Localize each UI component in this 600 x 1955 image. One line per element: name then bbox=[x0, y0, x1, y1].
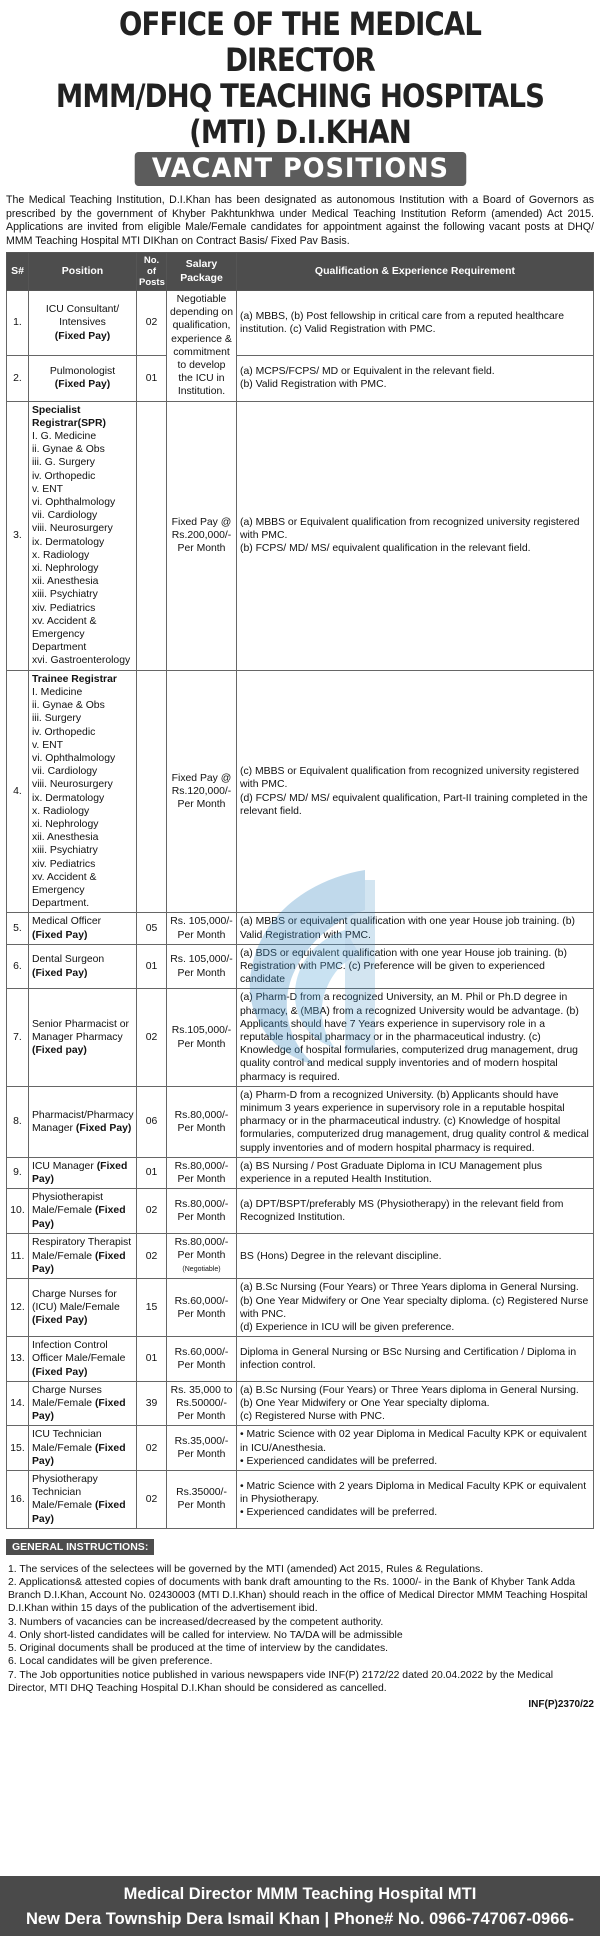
table-row bbox=[7, 401, 594, 670]
row-salary bbox=[167, 1381, 237, 1426]
position-specialty: x. Radiology bbox=[32, 805, 90, 817]
salary-text: Rs.80,000/- Per Month bbox=[174, 1109, 229, 1134]
table-row bbox=[7, 1381, 594, 1426]
row-sn: 14. bbox=[7, 1381, 29, 1426]
table-row bbox=[7, 355, 594, 401]
vacant-positions-banner: VACANT POSITIONS bbox=[134, 152, 465, 186]
position-specialty: xi. Nephrology bbox=[32, 563, 99, 575]
row-posts bbox=[137, 401, 167, 670]
row-position bbox=[29, 1381, 137, 1426]
instruction-item: 2. Applications& attested copies of documents with bank draft amounting to the Rs. 1000/- in the Bank of Khyber Tank Adda Branch D.I.Khan, Account No. 02430003 (MTI D.I.Khan) should reach in the office of Medical Director MMM Teaching Hospital D.I.Khan within 15 days of the publication of the advertisement ibid. bbox=[8, 1577, 588, 1615]
row-salary bbox=[167, 1337, 237, 1382]
position-specialty: xi. Nephrology bbox=[32, 818, 99, 830]
qualification-line: (a) BS Nursing / Post Graduate Diploma in ICU Management plus experience in a reputed Health Institution. bbox=[240, 1160, 543, 1185]
position-specialty: vii. Cardiology bbox=[32, 766, 98, 778]
row-qualification bbox=[237, 355, 594, 401]
position-specialty: viii. Neurosurgery bbox=[32, 523, 113, 535]
row-posts: 02 bbox=[137, 989, 167, 1086]
row-sn: 13. bbox=[7, 1337, 29, 1382]
row-qualification bbox=[237, 1189, 594, 1234]
qualification-line: (b) Valid Registration with PMC. bbox=[240, 379, 387, 391]
row-position bbox=[29, 1157, 137, 1188]
qualification-line: (a) DPT/BSPT/preferably MS (Physiotherapy) in the relevant field from Recognized Institution. bbox=[240, 1198, 564, 1223]
position-pay-type: (Fixed Pay) bbox=[32, 1366, 88, 1378]
qualification-line: (a) Pharm-D from a recognized University, an M. Phil or Ph.D degree in pharmacy, & (MBA) from a recognized University would be advantage. (b) Applicants should have 7 Years experience in supervisory role in a reputable hospital pharmacy or in the pharmaceutical industry. (c) Knowledge of hospital formularies, computerized drug management, drug quality control and medical supply inventories and of modern hospital pharmacy is required. bbox=[240, 992, 579, 1083]
table-row bbox=[7, 944, 594, 989]
row-salary bbox=[167, 913, 237, 944]
row-sn: 6. bbox=[7, 944, 29, 989]
table-row bbox=[7, 1279, 594, 1337]
instruction-item: 5. Original documents shall be produced at the time of interview by the candidates. bbox=[8, 1643, 389, 1655]
row-position bbox=[29, 1426, 137, 1471]
salary-text: Rs.80,000/- Per Month bbox=[174, 1236, 229, 1262]
row-position bbox=[29, 1086, 137, 1157]
row-qualification bbox=[237, 670, 594, 913]
position-specialty: v. ENT bbox=[32, 483, 63, 495]
row-posts: 01 bbox=[137, 1157, 167, 1188]
row-salary bbox=[167, 1157, 237, 1188]
table-row bbox=[7, 1189, 594, 1234]
header-qualification: Qualification & Experience Requirement bbox=[237, 253, 594, 291]
position-name: Charge Nurses Male/Female bbox=[32, 1384, 102, 1410]
table-row bbox=[7, 670, 594, 913]
row-qualification bbox=[237, 1471, 594, 1529]
position-pay-type: (Fixed Pay) bbox=[32, 1442, 126, 1467]
row-sn: 8. bbox=[7, 1086, 29, 1157]
header-salary: Salary Package bbox=[167, 253, 237, 291]
row-salary bbox=[167, 1471, 237, 1529]
salary-text: Rs.60,000/- Per Month bbox=[174, 1295, 229, 1320]
qualification-line: • Matric Science with 02 year Diploma in Medical Faculty KPK or equivalent in ICU/Anesthesia. bbox=[240, 1429, 587, 1454]
row-position bbox=[29, 401, 137, 670]
row-qualification bbox=[237, 1233, 594, 1279]
position-specialty: xiv. Pediatrics bbox=[32, 602, 96, 614]
position-specialty: xiv. Pediatrics bbox=[32, 858, 96, 870]
row-sn: 5. bbox=[7, 913, 29, 944]
row-salary bbox=[167, 989, 237, 1086]
position-specialty: vii. Cardiology bbox=[32, 510, 98, 522]
footer-line-1: Medical Director MMM Teaching Hospital MTI bbox=[123, 1885, 477, 1903]
row-posts: 02 bbox=[137, 1426, 167, 1471]
qualification-line: (d) FCPS/ MD/ MS/ equivalent qualification, Part-II training completed in the relevant field. bbox=[240, 792, 588, 817]
position-name: Physiotherapist Male/Female bbox=[32, 1192, 104, 1217]
positions-table bbox=[6, 252, 594, 1529]
row-salary bbox=[167, 1279, 237, 1337]
qualification-line: (c) Registered Nurse with PNC. bbox=[240, 1411, 385, 1423]
position-name: Charge Nurses for (ICU) Male/Female bbox=[32, 1289, 120, 1314]
row-sn: 1. bbox=[7, 291, 29, 356]
row-qualification bbox=[237, 989, 594, 1086]
row-posts: 06 bbox=[137, 1086, 167, 1157]
qualification-line: (a) MBBS or equivalent qualification with one year House job training. (b) Valid Registration with PMC. bbox=[240, 916, 575, 941]
position-specialty: vi. Ophthalmology bbox=[32, 752, 116, 764]
row-posts: 05 bbox=[137, 913, 167, 944]
table-row bbox=[7, 291, 594, 356]
qualification-line: (a) MBBS or Equivalent qualification from recognized university registered with PMC. bbox=[240, 516, 580, 542]
row-sn: 7. bbox=[7, 989, 29, 1086]
position-pay-type: (Fixed Pay) bbox=[32, 1315, 88, 1327]
row-qualification bbox=[237, 1086, 594, 1157]
table-row bbox=[7, 989, 594, 1086]
position-name: ICU Manager bbox=[32, 1160, 94, 1172]
position-specialty: ii. Gynae & Obs bbox=[32, 444, 105, 456]
table-row bbox=[7, 1337, 594, 1382]
qualification-line: (a) Pharm-D from a recognized University. (b) Applicants should have minimum 3 years experience in supervisory role in a reputable hospital pharmacy or in the pharmaceutical industry. (c) Knowledge of hospital formularies, computerized drug management, drug quality control & medical supply inventories and of modern hospital pharmacy is required. bbox=[240, 1089, 589, 1154]
row-sn: 9. bbox=[7, 1157, 29, 1188]
position-pay-type: (Fixed Pay) bbox=[32, 1500, 126, 1525]
position-group-title: Trainee Registrar bbox=[32, 673, 117, 685]
qualification-line: • Experienced candidates will be preferred. bbox=[240, 1455, 438, 1467]
row-sn: 4. bbox=[7, 670, 29, 913]
position-specialty: xii. Anesthesia bbox=[32, 832, 99, 844]
salary-note: (Negotiable) bbox=[182, 1266, 221, 1274]
position-specialty: viii. Neurosurgery bbox=[32, 779, 113, 791]
salary-text: Rs.60,000/- Per Month bbox=[174, 1346, 229, 1372]
row-position bbox=[29, 944, 137, 989]
row-position bbox=[29, 1337, 137, 1382]
position-specialty: xvi. Gastroenterology bbox=[32, 655, 131, 667]
position-specialty: I. Medicine bbox=[32, 686, 83, 698]
position-specialty: ix. Dermatology bbox=[32, 536, 105, 548]
row-posts: 39 bbox=[137, 1381, 167, 1426]
header-posts: No. of Posts bbox=[137, 253, 167, 291]
position-specialty: ix. Dermatology bbox=[32, 792, 105, 804]
qualification-line: (a) BDS or equivalent qualification with one year House job training. (b) Registration with PMC. (c) Preference will be given to experienced candidate bbox=[240, 947, 567, 986]
row-position bbox=[29, 989, 137, 1086]
qualification-line: • Experienced candidates will be preferred. bbox=[240, 1507, 438, 1519]
position-specialty: xii. Anesthesia bbox=[32, 576, 99, 588]
instruction-item: 3. Numbers of vacancies can be increased/decreased by the competent authority. bbox=[8, 1616, 384, 1628]
salary-text: Rs.80,000/- Per Month bbox=[174, 1198, 229, 1223]
position-pay-type: (Fixed Pay) bbox=[32, 967, 88, 979]
position-specialty: xiii. Psychiatry bbox=[32, 845, 98, 857]
row-posts: 02 bbox=[137, 1189, 167, 1234]
table-row bbox=[7, 913, 594, 944]
qualification-line: (b) FCPS/ MD/ MS/ equivalent qualification in the relevant field. bbox=[240, 543, 531, 555]
row-position bbox=[29, 1279, 137, 1337]
position-specialty: xv. Accident & Emergency Department bbox=[32, 615, 97, 654]
salary-text: Rs. 105,000/- Per Month bbox=[170, 954, 233, 979]
position-name: Pharmacist/Pharmacy Manager bbox=[32, 1109, 134, 1134]
position-name: Dental Surgeon bbox=[32, 954, 105, 966]
header-line-1: OFFICE OF THE MEDICAL DIRECTOR bbox=[118, 5, 482, 79]
row-salary bbox=[167, 1426, 237, 1471]
position-specialty: xiii. Psychiatry bbox=[32, 589, 98, 601]
row-position bbox=[29, 1189, 137, 1234]
position-pay-type: (Fixed Pay) bbox=[75, 1122, 132, 1134]
table-row bbox=[7, 1157, 594, 1188]
position-name: ICU Technician Male/Female bbox=[32, 1429, 102, 1454]
salary-text: Rs. 35,000 to Rs.50000/- Per Month bbox=[170, 1384, 233, 1423]
position-specialty: iii. G. Surgery bbox=[32, 457, 95, 469]
table-header-row bbox=[7, 253, 594, 291]
row-posts: 02 bbox=[137, 1471, 167, 1529]
qualification-line: (a) MCPS/FCPS/ MD or Equivalent in the relevant field. bbox=[240, 366, 495, 378]
position-specialty: ii. Gynae & Obs bbox=[32, 700, 105, 712]
position-specialty: vi. Ophthalmology bbox=[32, 497, 116, 509]
table-row bbox=[7, 1426, 594, 1471]
row-sn: 15. bbox=[7, 1426, 29, 1471]
row-posts: 02 bbox=[137, 291, 167, 356]
intro-paragraph: The Medical Teaching Institution, D.I.Khan has been designated as autonomous Institution with a Board of Governors as prescribed by the government of Khyber Pakhtunkhwa under Medical Teaching Institution Reform (amended) Act 2015. Applications are invited from eligible Male/Female candidates for appointment against the following vacant posts at DHQ/ MMM Teaching Hospital MTI DIKhan on Contract Basis/ Fixed Pav Basis. bbox=[6, 194, 594, 247]
qualification-line: • Matric Science with 2 years Diploma in Medical Faculty KPK or equivalent in Physiotherapy. bbox=[240, 1480, 587, 1505]
reference-number: INF(P)2370/22 bbox=[528, 1698, 594, 1710]
row-posts: 02 bbox=[137, 1233, 167, 1279]
header-position: Position bbox=[29, 253, 137, 291]
instruction-item: 7. The Job opportunities notice published in various newspapers vide INF(P) 2172/22 dated 20.04.2022 by the Medical Director, MTI DHQ Teaching Hospital D.I.Khan should be considered as cancelled. bbox=[8, 1669, 554, 1694]
row-position bbox=[29, 355, 137, 401]
position-pay-type: (Fixed Pay) bbox=[32, 929, 88, 941]
salary-text: Fixed Pay @ Rs.200,000/- Per Month bbox=[171, 516, 232, 555]
qualification-line: (a) B.Sc Nursing (Four Years) or Three Years diploma in General Nursing. (b) One Year Midwifery or One Year specialty diploma. (c) Registered Nurse with PNC. bbox=[240, 1282, 589, 1320]
row-position bbox=[29, 291, 137, 356]
row-sn: 12. bbox=[7, 1279, 29, 1337]
qualification-line: (b) One Year Midwifery or One Year specialty diploma. bbox=[240, 1398, 490, 1410]
header-line-2: MMM/DHQ TEACHING HOSPITALS (MTI) D.I.KHAN bbox=[55, 77, 545, 151]
row-position bbox=[29, 1471, 137, 1529]
instruction-item: 1. The services of the selectees will be governed by the MTI (amended) Act 2015, Rules & Regulations. bbox=[8, 1563, 484, 1575]
row-sn: 11. bbox=[7, 1233, 29, 1279]
qualification-line: (d) Experience in ICU will be given preference. bbox=[240, 1322, 455, 1334]
position-pay-type: (Fixed Pay) bbox=[32, 1205, 126, 1230]
position-pay-type: (Fixed Pay) bbox=[54, 330, 111, 342]
row-qualification bbox=[237, 1279, 594, 1337]
position-pay-type: (Fixed Pay) bbox=[32, 1160, 128, 1185]
position-name: Senior Pharmacist or Manager Pharmacy bbox=[32, 1018, 130, 1043]
position-name: Respiratory Therapist Male/Female bbox=[32, 1237, 132, 1262]
row-sn: 16. bbox=[7, 1471, 29, 1529]
position-specialty: v. ENT bbox=[32, 739, 63, 751]
qualification-line: (a) B.Sc Nursing (Four Years) or Three Years diploma in General Nursing. bbox=[240, 1384, 579, 1396]
row-qualification bbox=[237, 291, 594, 356]
row-sn: 2. bbox=[7, 355, 29, 401]
header-sn: S# bbox=[7, 253, 29, 291]
position-name: Infection Control Officer Male/Female bbox=[32, 1340, 126, 1365]
row-posts bbox=[137, 670, 167, 913]
instruction-item: 6. Local candidates will be given preference. bbox=[8, 1656, 213, 1668]
salary-text: Rs.35000/- Per Month bbox=[176, 1487, 227, 1512]
row-salary bbox=[167, 944, 237, 989]
position-specialty: iii. Surgery bbox=[32, 713, 82, 725]
row-position bbox=[29, 913, 137, 944]
position-pay-type: (Fixed Pay) bbox=[32, 1250, 126, 1275]
row-salary bbox=[167, 401, 237, 670]
instruction-item: 4. Only short-listed candidates will be called for interview. No TA/DA will be admissible bbox=[8, 1629, 403, 1641]
row-posts: 15 bbox=[137, 1279, 167, 1337]
salary-text: Rs.80,000/- Per Month bbox=[174, 1160, 229, 1185]
row-position bbox=[29, 1233, 137, 1279]
row-sn: 10. bbox=[7, 1189, 29, 1234]
row-salary bbox=[167, 1086, 237, 1157]
position-group-title: Specialist Registrar(SPR) bbox=[32, 404, 106, 429]
qualification-line: Diploma in General Nursing or BSc Nursing and Certification / Diploma in infection control. bbox=[240, 1346, 577, 1372]
table-row bbox=[7, 1471, 594, 1529]
position-name: Physiotherapy Technician Male/Female bbox=[32, 1474, 98, 1512]
row-salary bbox=[167, 1233, 237, 1279]
salary-text: Negotiable depending on qualification, experience & commitment to develop the ICU in Institution. bbox=[170, 294, 233, 398]
row-posts: 01 bbox=[137, 944, 167, 989]
table-row bbox=[7, 1086, 594, 1157]
row-salary bbox=[167, 291, 237, 402]
row-sn: 3. bbox=[7, 401, 29, 670]
position-pay-type: (Fixed pay) bbox=[32, 1045, 87, 1057]
row-salary bbox=[167, 670, 237, 913]
position-pay-type: (Fixed Pay) bbox=[54, 379, 111, 391]
position-name: ICU Consultant/ Intensives bbox=[45, 304, 120, 329]
salary-text: Fixed Pay @ Rs.120,000/- Per Month bbox=[171, 772, 232, 811]
qualification-line: (c) MBBS or Equivalent qualification from recognized university registered with PMC. bbox=[240, 766, 579, 791]
row-qualification bbox=[237, 1157, 594, 1188]
position-specialty: x. Radiology bbox=[32, 549, 90, 561]
row-posts: 01 bbox=[137, 1337, 167, 1382]
position-specialty: iv. Orthopedic bbox=[32, 470, 96, 482]
position-name: Pulmonologist bbox=[49, 366, 116, 378]
row-qualification bbox=[237, 1426, 594, 1471]
qualification-line: (a) MBBS, (b) Post fellowship in critical care from a reputed healthcare institution. (c) Valid Registration with PMC. bbox=[240, 310, 564, 335]
salary-text: Rs. 105,000/- Per Month bbox=[170, 916, 233, 941]
salary-text: Rs.105,000/- Per Month bbox=[171, 1025, 232, 1050]
qualification-line: BS (Hons) Degree in the relevant discipline. bbox=[240, 1250, 442, 1262]
row-posts: 01 bbox=[137, 355, 167, 401]
footer-line-2: New Dera Township Dera Ismail Khan | Phone# No. 0966-747067-0966-747333 bbox=[25, 1910, 575, 1952]
salary-text: Rs.35,000/- Per Month bbox=[174, 1436, 229, 1461]
position-pay-type: (Fixed Pay) bbox=[32, 1398, 126, 1423]
row-salary bbox=[167, 1189, 237, 1234]
general-instructions-title: GENERAL INSTRUCTIONS: bbox=[6, 1539, 154, 1555]
position-specialty: xv. Accident & Emergency Department. bbox=[32, 871, 97, 910]
footer-bar bbox=[0, 1876, 600, 1952]
row-qualification bbox=[237, 1381, 594, 1426]
position-name: Medical Officer bbox=[32, 916, 102, 928]
position-specialty: iv. Orthopedic bbox=[32, 726, 96, 738]
row-qualification bbox=[237, 1337, 594, 1382]
row-qualification bbox=[237, 913, 594, 944]
row-qualification bbox=[237, 944, 594, 989]
table-row bbox=[7, 1233, 594, 1279]
row-qualification bbox=[237, 401, 594, 670]
general-instructions-list bbox=[0, 1555, 600, 1695]
position-specialty: I. G. Medicine bbox=[32, 431, 97, 443]
row-position bbox=[29, 670, 137, 913]
